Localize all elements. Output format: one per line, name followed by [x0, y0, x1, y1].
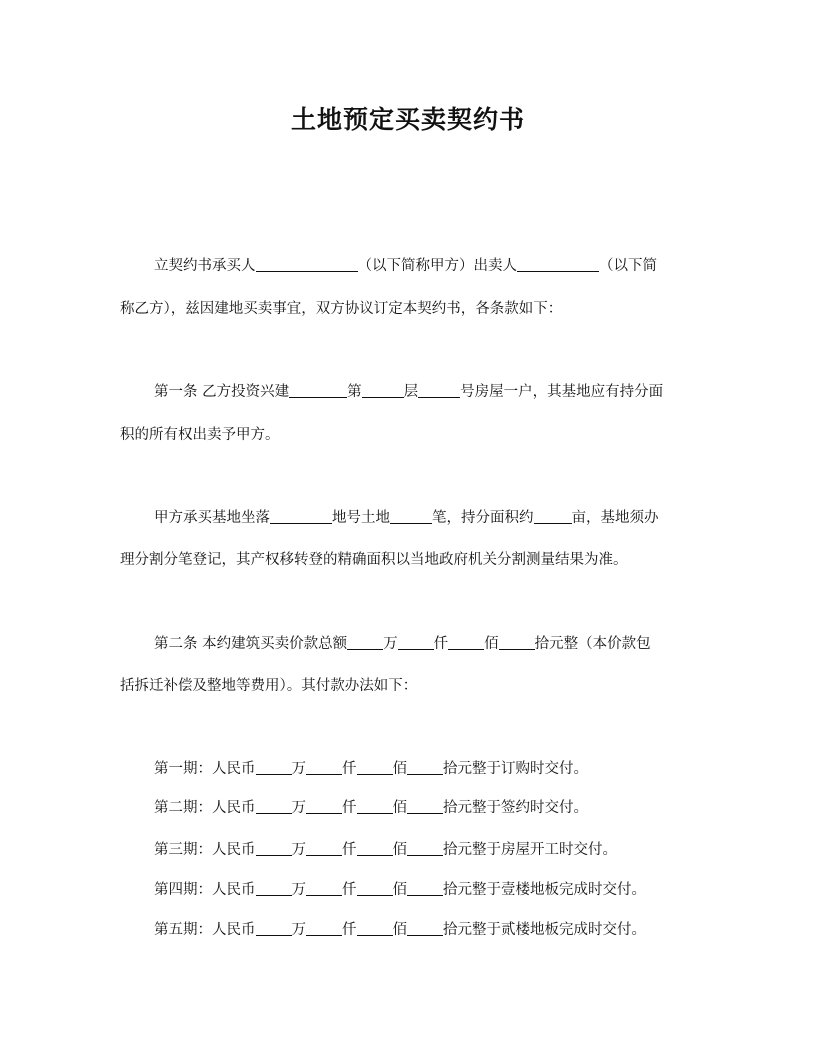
- article-1-text: 号房屋一户，其基地应有持分面: [460, 384, 664, 400]
- amount-blank: [357, 799, 393, 814]
- area-blank: [534, 509, 572, 524]
- unit-text: 仟: [342, 882, 357, 898]
- amount-blank: [407, 799, 443, 814]
- unit-text: 仟: [342, 800, 357, 816]
- land-line-1: [120, 508, 744, 528]
- amount-blank: [256, 760, 292, 775]
- floor-blank: [362, 383, 404, 398]
- amount-blank: [407, 841, 443, 856]
- land-text: 甲方承买基地坐落: [154, 510, 270, 526]
- amount-blank: [256, 841, 292, 856]
- intro-line-1: [120, 256, 744, 276]
- payment-line: [120, 880, 744, 900]
- amount-blank: [407, 760, 443, 775]
- amount-blank: [306, 841, 342, 856]
- amount-blank: [407, 881, 443, 896]
- seller-name-blank: [517, 257, 599, 272]
- intro-text-seller: （以下简称甲方）出卖人: [357, 258, 517, 274]
- article-1-text: 第: [347, 384, 362, 400]
- article-1-text: 第一条 乙方投资兴建: [154, 384, 290, 400]
- buyer-name-blank: [256, 257, 358, 272]
- amount-blank: [357, 760, 393, 775]
- intro-line-2: 称乙方），兹因建地买卖事宜，双方协议订定本契约书，各条款如下：: [120, 301, 563, 317]
- payment-line: [120, 798, 744, 818]
- payment-condition: 拾元整于签约时交付。: [443, 800, 588, 816]
- payment-line: [120, 840, 744, 860]
- amount-blank: [407, 921, 443, 936]
- intro-text-buyer: 立契约书承买人: [154, 258, 256, 274]
- land-text: 亩，基地须办: [571, 510, 659, 526]
- amount-blank: [306, 921, 342, 936]
- amount-blank: [306, 799, 342, 814]
- article-2-text: 拾元整（本价款包: [534, 636, 651, 652]
- amount-blank: [357, 921, 393, 936]
- land-line-2: 理分割分笔登记，其产权移转登的精确面积以当地政府机关分割测量结果为准。: [120, 552, 628, 568]
- amount-blank: [306, 760, 342, 775]
- land-text: 地号土地: [332, 510, 390, 526]
- amount-blank: [357, 841, 393, 856]
- shi-blank: [499, 635, 535, 650]
- payment-label: 第三期：人民币: [154, 842, 256, 858]
- unit-text: 佰: [392, 761, 407, 777]
- parcel-count-blank: [390, 509, 432, 524]
- amount-blank: [256, 881, 292, 896]
- article-2-text: 仟: [433, 636, 449, 652]
- unit-text: 仟: [342, 842, 357, 858]
- article-2-text: 第二条 本约建筑买卖价款总额: [154, 636, 348, 652]
- article-1-line-2: 积的所有权出卖予甲方。: [120, 427, 280, 443]
- payment-line: [120, 920, 744, 940]
- payment-condition: 拾元整于房屋开工时交付。: [443, 842, 617, 858]
- payment-label: 第一期：人民币: [154, 761, 256, 777]
- wan-blank: [347, 635, 383, 650]
- unit-text: 佰: [392, 842, 407, 858]
- bai-blank: [448, 635, 484, 650]
- article-2-text: 佰: [484, 636, 499, 652]
- unit-text: 万: [291, 882, 306, 898]
- unit-text: 万: [291, 761, 306, 777]
- unit-text: 仟: [342, 922, 357, 938]
- intro-text-abbr: （以下简: [599, 258, 657, 274]
- amount-blank: [256, 799, 292, 814]
- payment-line: [120, 759, 744, 779]
- building-blank: [289, 383, 347, 398]
- payment-condition: 拾元整于订购时交付。: [443, 761, 588, 777]
- location-blank: [270, 509, 332, 524]
- unit-text: 佰: [392, 882, 407, 898]
- payment-condition: 拾元整于贰楼地板完成时交付。: [443, 922, 646, 938]
- article-2-line-2: 括拆迁补偿及整地等费用）。其付款办法如下：: [120, 678, 418, 694]
- payment-condition: 拾元整于壹楼地板完成时交付。: [443, 882, 646, 898]
- article-2-text: 万: [383, 636, 398, 652]
- land-text: 笔，持分面积约: [432, 510, 534, 526]
- unit-text: 佰: [392, 800, 407, 816]
- number-blank: [418, 383, 460, 398]
- article-2-line-1: [120, 634, 744, 654]
- article-1-line-1: [120, 382, 744, 402]
- unit-text: 万: [291, 842, 306, 858]
- amount-blank: [306, 881, 342, 896]
- unit-text: 万: [291, 922, 306, 938]
- amount-blank: [256, 921, 292, 936]
- payment-label: 第五期：人民币: [154, 922, 256, 938]
- unit-text: 佰: [392, 922, 407, 938]
- payment-label: 第二期：人民币: [154, 800, 256, 816]
- unit-text: 仟: [342, 761, 357, 777]
- qian-blank: [398, 635, 434, 650]
- payment-label: 第四期：人民币: [154, 882, 256, 898]
- document-title: 土地预定买卖契约书: [290, 105, 525, 134]
- amount-blank: [357, 881, 393, 896]
- unit-text: 万: [291, 800, 306, 816]
- article-1-text: 层: [403, 384, 419, 400]
